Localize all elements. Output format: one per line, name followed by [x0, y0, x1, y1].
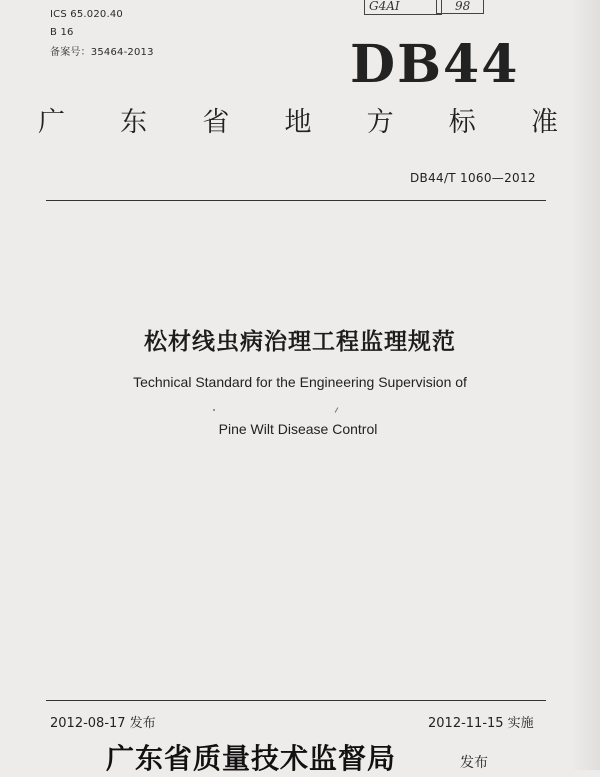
provincial-char: 东 [120, 107, 148, 138]
ccs-code: B 16 [50, 27, 74, 38]
issue-date: 2012-08-17 发布 [50, 716, 156, 731]
issuing-authority: 广东省质量技术监督局 [106, 742, 397, 775]
implementation-date: 2012-11-15 实施 [428, 716, 534, 731]
archive-stamp-left: G4AI [364, 0, 442, 15]
archive-stamp-right: 98 [436, 0, 484, 14]
title-chinese: 松材线虫病治理工程监理规范 [144, 329, 456, 355]
ics-code: ICS 65.020.40 [50, 9, 123, 20]
provincial-char: 省 [202, 107, 230, 138]
provincial-char: 准 [530, 107, 558, 138]
standard-number: DB44/T 1060—2012 [410, 171, 536, 185]
filing-number: 备案号：35464-2013 [50, 47, 154, 58]
scan-speck [335, 407, 339, 413]
top-divider [46, 200, 546, 201]
bottom-divider [46, 700, 546, 701]
provincial-char: 方 [366, 107, 394, 138]
provincial-char: 广 [38, 107, 65, 138]
provincial-standard-heading [38, 100, 558, 139]
title-english-line1: Technical Standard for the Engineering Supervision of [133, 374, 467, 390]
publish-label: 发布 [460, 755, 488, 771]
scan-speck [213, 409, 215, 411]
provincial-char: 地 [284, 107, 312, 138]
title-english-line2: Pine Wilt Disease Control [218, 421, 378, 437]
db44-brand-mark: DB44 [350, 34, 520, 95]
provincial-char: 标 [448, 107, 476, 138]
scan-edge-shadow [570, 0, 600, 770]
